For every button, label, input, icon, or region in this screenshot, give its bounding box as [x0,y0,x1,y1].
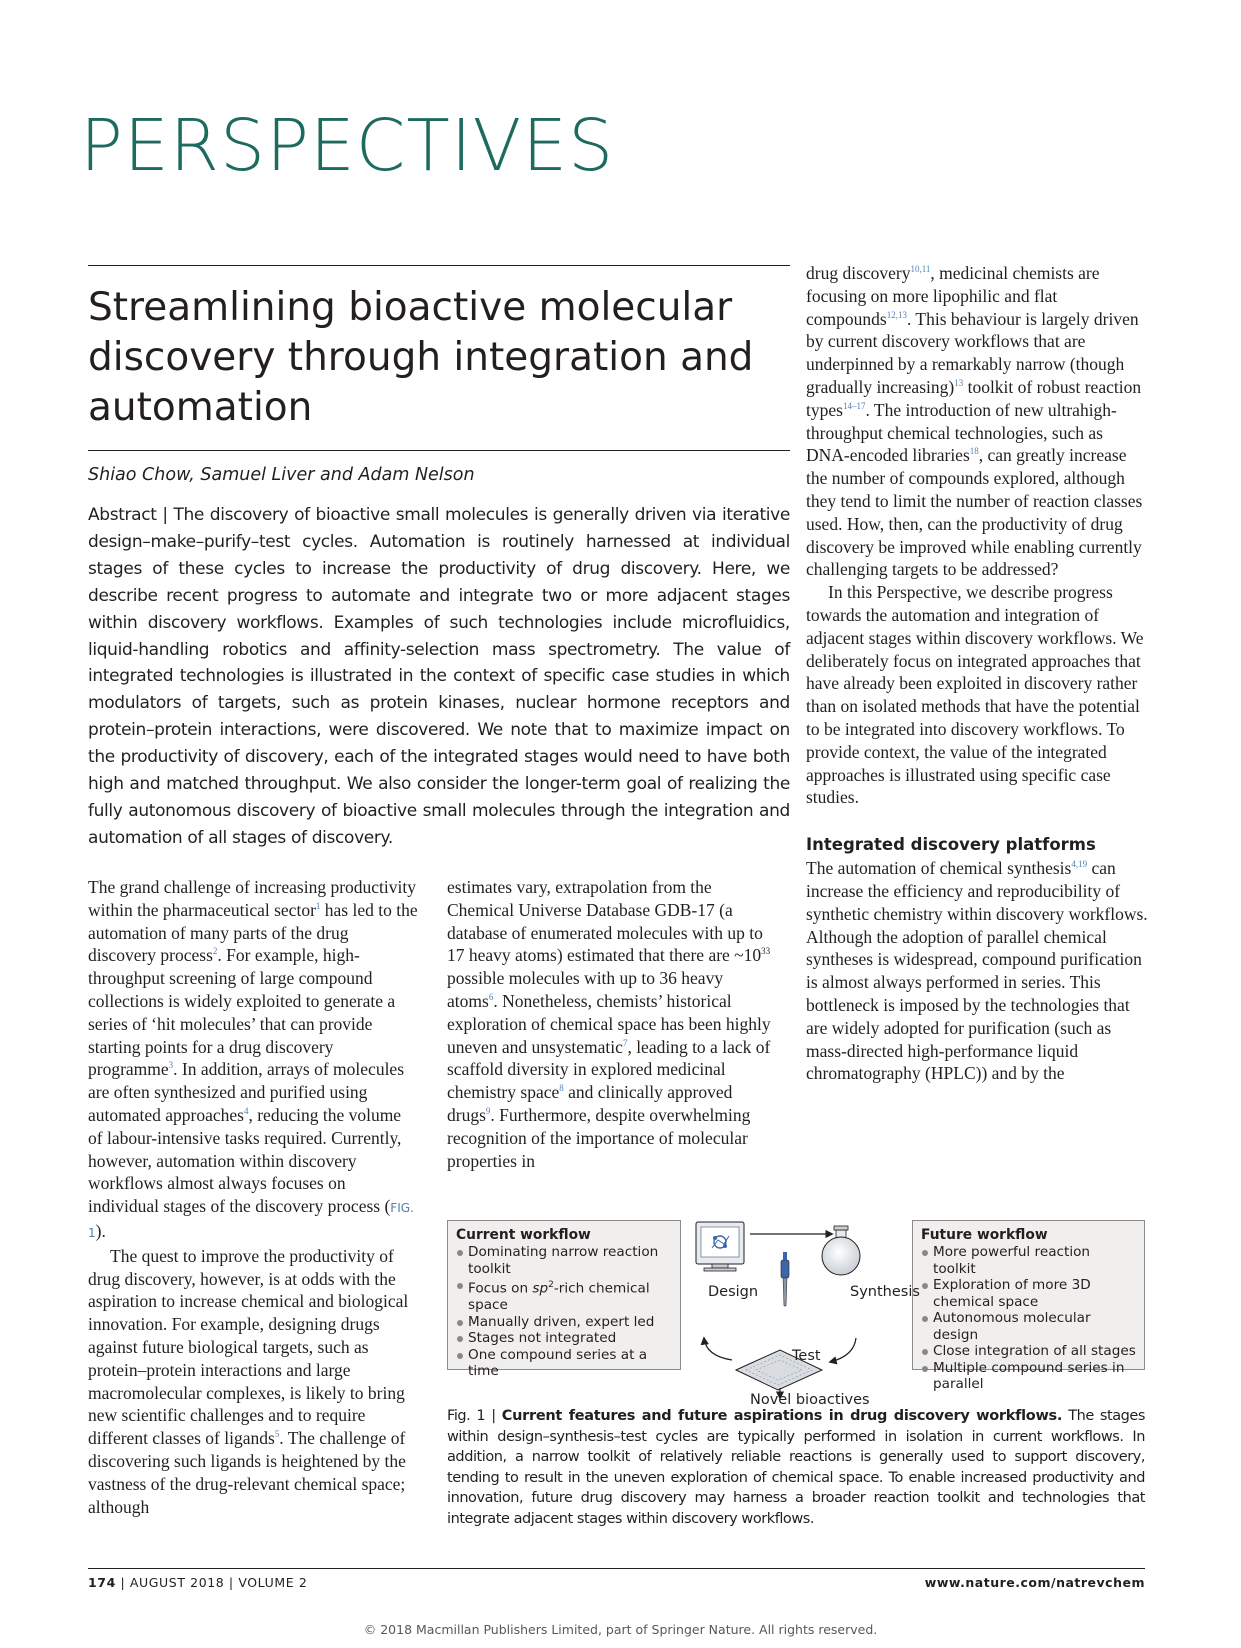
paragraph: The quest to improve the productivity of drug discovery, however, is at odds with the aspiration to increase chemical and biological innovation. For example, designing drugs against future biological targets, such as protein–protein interactions and large macromolecular complexes, is likely to bring new scientific challenges and to require different classes of ligands$^5$. The challenge of discovering such ligands is heightened by the vastness of the drug-relevant chemical space; although [88,1245,409,1517]
reference-link[interactable]: 10,11 [910,264,931,275]
list-item: Stages not integrated [456,1330,672,1347]
paragraph: The automation of chemical synthesis$^{4,19}$ can increase the efficiency and reproducibility of synthetic chemistry within discovery workflows. Although the adoption of parallel chemical syntheses is widespread, compound purification is almost always performed in series. This bottleneck is imposed by the technologies that are widely adopted for purification (such as mass-directed high-performance liquid chromatography (HPLC)) and by the [806,858,1148,1084]
reference-link[interactable]: 18 [969,446,979,457]
reference-link[interactable]: 6 [488,992,494,1003]
current-workflow-title: Current workflow [456,1227,591,1243]
body-column-2 [447,876,777,1172]
reference-link[interactable]: 7 [622,1037,628,1048]
figure-caption: Fig. 1 | Current features and future aspirations in drug discovery workflows. The stages within design–synthesis–test cycles are typically performed in isolation in current workflows. In addition, a narrow toolkit of relatively reliable reactions is generally used to support discovery, tending to result in the uneven exploration of chemical space. To enable increased productivity and innovation, future drug discovery may harness a broader reaction toolkit and technologies that integrate adjacent stages within discovery workflows. [447,1408,1146,1527]
reference-link[interactable]: 4,19 [1071,859,1088,870]
abstract: Abstract | The discovery of bioactive small molecules is generally driven via iterative design–make–purify–test cycles. Automation is routinely harnessed at individual stages of these cycles to increase the productivity of drug discovery. Here, we describe recent progress to automate and integrate two or more adjacent stages within discovery workflows. Examples of such technologies include microfluidics, liquid-handling robotics and affinity-selection mass spectrometry. The value of integrated technologies is illustrated in the context of specific case studies in which modulators of targets, such as protein kinases, nuclear hormone receptors and protein–protein interactions, were discovered. We note that to maximize impact on the productivity of discovery, each of the integrated stages would need to have both high and matched throughput. We also consider the longer-term goal of realizing the fully autonomous discovery of bioactive small molecules through the integration and automation of all stages of discovery. [88,505,790,848]
list-item: Manually driven, expert led [456,1314,672,1331]
arrow-icon [830,1338,856,1362]
label-synthesis: Synthesis [850,1284,920,1300]
list-item: Multiple compound series in parallel [921,1360,1136,1393]
current-workflow-list [456,1244,672,1380]
reference-link[interactable]: 12,13 [886,309,907,320]
body-column-3 [806,262,1148,1085]
copyright-notice: © 2018 Macmillan Publishers Limited, part of Springer Nature. All rights reserved. [363,1622,878,1637]
workflow-cycle-diagram [684,1210,912,1400]
body-column-1 [88,876,420,1518]
reference-link[interactable]: 2 [212,946,218,957]
paragraph: estimates vary, extrapolation from the Chemical Universe Database GDB-17 (a database of enumerated molecules with up to 17 heavy atoms) estimated that there are $\sim 10^{33}$ possible molecules with up to 36 heavy atoms$^6$. Nonetheless, chemists’ historical exploration of chemical space has been highly uneven and unsystematic$^7$, leading to a lack of scaffold diversity in explored medicinal chemistry space$^8$ and clinically approved drugs$^9$. Furthermore, despite overwhelming recognition of the importance of molecular properties in [447,877,771,1171]
list-item: More powerful reaction toolkit [921,1244,1136,1277]
reference-link[interactable]: 4 [243,1106,249,1117]
list-item: Dominating narrow reaction toolkit [456,1244,672,1277]
list-item: Autonomous molecular design [921,1310,1136,1343]
article-title: Streamlining bioactive molecular discovery through integration and automation [88,285,754,430]
section-title: PERSPECTIVES [80,104,615,187]
reference-link[interactable]: 14–17 [842,400,866,411]
authors: Shiao Chow, Samuel Liver and Adam Nelson [88,465,475,485]
paragraph: drug discovery$^{10,11}$, medicinal chemists are focusing on more lipophilic and flat compounds$^{12,13}$. This behaviour is largely driven by current discovery workflows that are underpinned by a remarkably narrow (though gradually increasing)$^{13}$ toolkit of robust reaction types$^{14-17}$. The introduction of new ultrahigh-throughput chemical technologies, such as DNA-encoded libraries$^{18}$, can greatly increase the number of compounds explored, although they tend to limit the number of reaction classes used. How, then, can the productivity of drug discovery be improved while enabling currently challenging targets to be addressed? [806,263,1143,580]
reference-link[interactable]: 5 [274,1429,280,1440]
pipette-icon [781,1252,789,1306]
title-bottom-rule [88,450,790,451]
current-workflow-panel [447,1220,681,1380]
computer-icon [696,1222,744,1271]
label-novel-bioactives: Novel bioactives [750,1392,870,1408]
reference-link[interactable]: 1 [315,900,321,911]
label-test: Test [792,1348,821,1364]
future-workflow-list [921,1244,1136,1393]
title-top-rule [88,265,790,266]
paragraph: In this Perspective, we describe progress towards the automation and integration of adjacent stages within discovery workflows. We deliberately focus on integrated approaches that have already been exploited in discovery rather than on isolated methods that have the potential to be integrated into discovery workflows. To provide context, the value of the integrated approaches is illustrated using specific case studies. [806,582,1144,808]
footer-issue: 174 | AUGUST 2018 | VOLUME 2 [88,1575,308,1590]
figure-link[interactable]: FIG. 1 [88,1201,414,1240]
future-workflow-title: Future workflow [921,1227,1048,1243]
journal-url-link[interactable]: www.nature.com/natrevchem [924,1575,1145,1590]
paragraph: The grand challenge of increasing productivity within the pharmaceutical sector$^1$ has led to the automation of many parts of the drug discovery process$^2$. For example, high-throughput screening of large compound collections is widely exploited to generate a series of ‘hit molecules’ that can provide starting points for a drug discovery programme$^3$. In addition, arrays of molecules are often synthesized and purified using automated approaches$^4$, reducing the volume of labour-intensive tasks required. Currently, however, automation within discovery workflows almost always focuses on individual stages of the discovery process (FIG. 1). [88,877,418,1241]
list-item: Focus on $sp^2$-rich chemical space [456,1277,672,1314]
reference-link[interactable]: 8 [559,1083,564,1094]
list-item: Close integration of all stages [921,1343,1136,1360]
reference-link[interactable]: 9 [485,1106,491,1117]
future-workflow-panel [912,1220,1145,1392]
list-item: Exploration of more 3D chemical space [921,1277,1136,1310]
label-design: Design [708,1284,759,1300]
footer-rule [88,1568,1145,1569]
arrow-icon [704,1338,732,1360]
page-number: 174 [88,1575,116,1590]
section-heading: Integrated discovery platforms [806,835,1096,855]
flask-icon [822,1226,860,1275]
reference-link[interactable]: 3 [168,1060,174,1071]
reference-link[interactable]: 13 [954,378,964,389]
list-item: One compound series at a time [456,1347,672,1380]
